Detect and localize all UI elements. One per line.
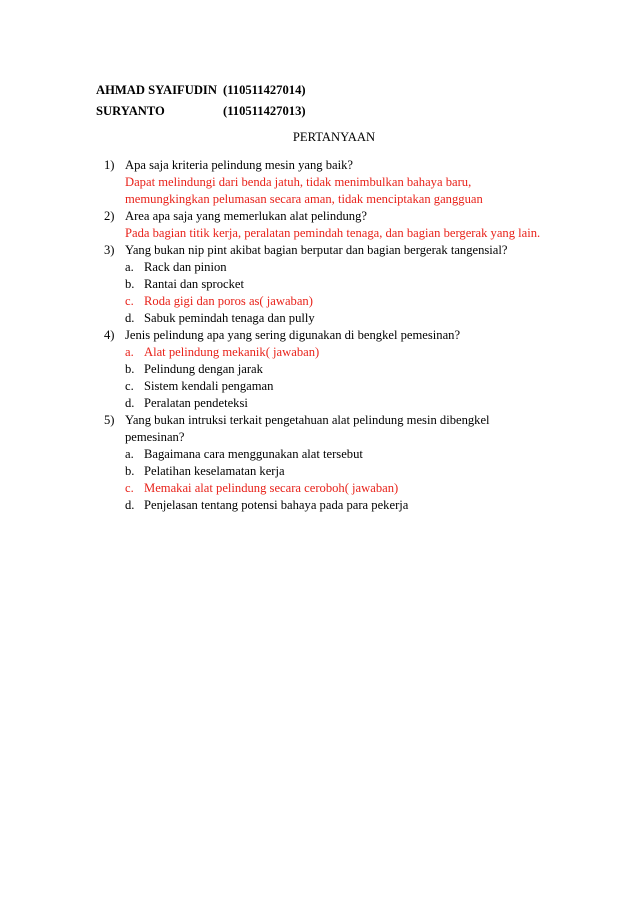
question-number: 4) xyxy=(104,328,115,342)
option-letter: c. xyxy=(125,379,134,393)
option-letter: a. xyxy=(125,447,134,461)
question-number: 3) xyxy=(104,243,115,257)
answer-text: Pada bagian titik kerja, peralatan pemindah tenaga, dan bagian bergerak yang lain. xyxy=(125,226,541,240)
option-text: Sistem kendali pengaman xyxy=(144,379,274,393)
question-item xyxy=(104,242,544,327)
question-text: Area apa saja yang memerlukan alat pelindung? xyxy=(125,209,367,223)
question-text: Yang bukan intruksi terkait pengetahuan alat pelindung mesin dibengkel pemesinan? xyxy=(125,413,490,444)
question-list xyxy=(104,157,544,514)
author-name: SURYANTO xyxy=(96,104,165,118)
author-nim: (110511427014) xyxy=(223,83,306,97)
option-item xyxy=(125,463,544,480)
author-name: AHMAD SYAIFUDIN xyxy=(96,83,217,97)
question-item xyxy=(104,327,544,412)
option-letter: c. xyxy=(125,294,134,308)
option-text: Rantai dan sprocket xyxy=(144,277,245,291)
option-text: Memakai alat pelindung secara ceroboh( jawaban) xyxy=(144,481,399,495)
author-nim: (110511427013) xyxy=(223,104,306,118)
option-item xyxy=(125,497,544,514)
question-item xyxy=(104,157,544,208)
option-letter: b. xyxy=(125,362,135,376)
question-text: Yang bukan nip pint akibat bagian berputar dan bagian bergerak tangensial? xyxy=(125,243,508,257)
section-title: PERTANYAAN xyxy=(292,130,376,144)
option-item-correct xyxy=(125,293,544,310)
option-letter: a. xyxy=(125,260,134,274)
option-letter: d. xyxy=(125,311,135,325)
option-item xyxy=(125,446,544,463)
option-item xyxy=(125,276,544,293)
option-text: Pelindung dengan jarak xyxy=(144,362,263,376)
option-text: Bagaimana cara menggunakan alat tersebut xyxy=(144,447,363,461)
option-letter: a. xyxy=(125,345,134,359)
option-text: Sabuk pemindah tenaga dan pully xyxy=(144,311,315,325)
option-item-correct xyxy=(125,480,544,497)
option-text: Peralatan pendeteksi xyxy=(144,396,248,410)
option-text: Penjelasan tentang potensi bahaya pada para pekerja xyxy=(144,498,409,512)
question-text: Jenis pelindung apa yang sering digunakan di bengkel pemesinan? xyxy=(125,328,461,342)
question-number: 5) xyxy=(104,413,115,427)
option-text: Roda gigi dan poros as( jawaban) xyxy=(144,294,313,308)
question-text: Apa saja kriteria pelindung mesin yang baik? xyxy=(125,158,354,172)
option-item xyxy=(125,395,544,412)
option-list xyxy=(125,259,544,327)
question-item xyxy=(104,208,544,242)
option-list xyxy=(125,446,544,514)
option-text: Alat pelindung mekanik( jawaban) xyxy=(144,345,320,359)
option-item xyxy=(125,310,544,327)
author-line-2 xyxy=(96,103,306,120)
question-item xyxy=(104,412,544,514)
question-number: 2) xyxy=(104,209,115,223)
option-list xyxy=(125,344,544,412)
answer-text: Dapat melindungi dari benda jatuh, tidak menimbulkan bahaya baru, memungkingkan pelumasan secara aman, tidak menciptakan gangguan xyxy=(125,175,483,206)
option-item xyxy=(125,378,544,395)
option-letter: d. xyxy=(125,396,135,410)
option-letter: b. xyxy=(125,464,135,478)
question-number: 1) xyxy=(104,158,115,172)
option-text: Rack dan pinion xyxy=(144,260,227,274)
option-letter: c. xyxy=(125,481,134,495)
option-item xyxy=(125,361,544,378)
option-text: Pelatihan keselamatan kerja xyxy=(144,464,285,478)
option-letter: d. xyxy=(125,498,135,512)
option-item xyxy=(125,259,544,276)
author-line-1 xyxy=(96,82,306,99)
option-item-correct xyxy=(125,344,544,361)
option-letter: b. xyxy=(125,277,135,291)
